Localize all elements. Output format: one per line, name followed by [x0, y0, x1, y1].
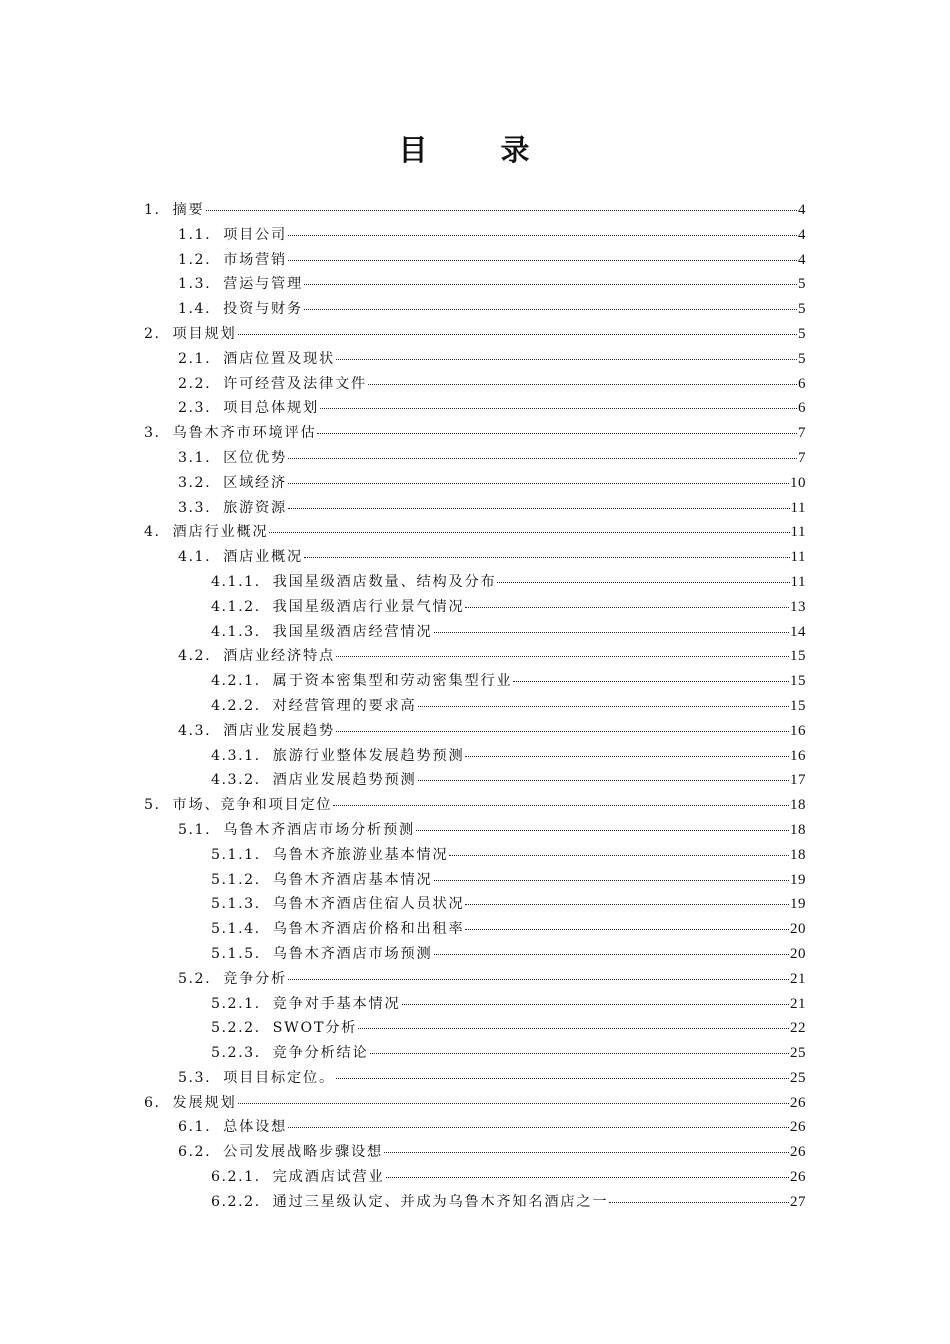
dot-leader [288, 1126, 789, 1128]
toc-entry-page-number: 20 [790, 921, 806, 938]
toc-entry-title: 乌鲁木齐酒店价格和出租率 [272, 921, 465, 938]
toc-entry-number: 6.2.2. [211, 1193, 261, 1210]
toc-entry-number: 2. [144, 325, 161, 342]
toc-entry-title: 市场营销 [223, 251, 288, 268]
dot-leader [358, 1027, 789, 1029]
toc-entry-number: 2.1. [178, 350, 212, 367]
dot-leader [269, 531, 789, 533]
toc-entry-page-number: 11 [790, 499, 806, 516]
toc-entry[interactable] [0, 1066, 950, 1091]
toc-entry-page-number: 17 [790, 772, 806, 789]
toc-entry[interactable] [0, 347, 950, 372]
toc-entry-title: 投资与财务 [223, 301, 304, 318]
toc-entry-title: 摘要 [172, 202, 205, 218]
toc-entry-page-number: 4 [798, 226, 806, 243]
toc-entry-page-number: 26 [790, 1094, 806, 1111]
toc-entry-number: 5.3. [178, 1069, 212, 1086]
toc-entry-number: 5.1.5. [211, 945, 261, 962]
toc-entry-number: 4.3.1. [211, 747, 261, 764]
toc-entry-number: 5.1.2. [211, 871, 261, 888]
toc-entry-title: 区位优势 [223, 449, 288, 466]
toc-entry[interactable] [0, 992, 950, 1017]
toc-entry-number: 4.1.3. [211, 623, 261, 640]
toc-entry-title: 对经营管理的要求高 [272, 697, 417, 714]
toc-entry-number: 4.3. [178, 722, 212, 739]
dot-leader [434, 953, 790, 955]
dot-leader [336, 1077, 789, 1079]
toc-entry[interactable] [0, 520, 950, 545]
dot-leader [304, 308, 797, 310]
toc-entry-page-number: 14 [790, 623, 806, 640]
dot-leader [238, 333, 798, 335]
toc-entry-page-number: 16 [790, 722, 806, 739]
toc-entry[interactable] [0, 620, 950, 645]
toc-entry[interactable] [0, 768, 950, 793]
toc-entry[interactable] [0, 669, 950, 694]
toc-entry-title: 总体设想 [223, 1119, 288, 1136]
toc-entry[interactable] [0, 818, 950, 843]
toc-entry-title: 项目公司 [223, 226, 288, 243]
toc-entry[interactable] [0, 446, 950, 471]
dot-leader [288, 259, 797, 261]
toc-entry-title: 发展规划 [172, 1094, 237, 1111]
dot-leader [609, 1201, 789, 1203]
toc-entry[interactable] [0, 297, 950, 322]
toc-entry-page-number: 26 [790, 1169, 806, 1186]
toc-entry-page-number: 10 [790, 474, 806, 491]
toc-entry-number: 6. [144, 1094, 161, 1111]
toc-entry[interactable] [0, 198, 950, 223]
toc-entry[interactable] [0, 396, 950, 421]
toc-entry-number: 5.1. [178, 821, 212, 838]
toc-entry[interactable] [0, 1140, 950, 1165]
toc-entry-title: 竞争分析 [223, 970, 288, 987]
dot-leader [304, 283, 797, 285]
toc-entry-title: 我国星级酒店经营情况 [272, 623, 433, 640]
toc-entry-title: 许可经营及法律文件 [223, 375, 367, 392]
toc-entry[interactable] [0, 719, 950, 744]
dot-leader [288, 234, 797, 236]
toc-entry[interactable] [0, 1091, 950, 1116]
toc-entry-page-number: 6 [798, 375, 806, 392]
toc-entry-number: 4.1. [178, 549, 212, 566]
toc-entry-page-number: 6 [798, 400, 806, 417]
toc-entry-title: 酒店位置及现状 [223, 350, 335, 367]
toc-entry-page-number: 11 [790, 573, 806, 590]
dot-leader [304, 556, 790, 558]
toc-entry-title: 完成酒店试营业 [272, 1169, 385, 1186]
toc-entry-title: 区域经济 [223, 474, 288, 491]
dot-leader [336, 730, 789, 732]
dot-leader [336, 358, 797, 360]
toc-entry[interactable] [0, 694, 950, 719]
dot-leader [386, 1176, 789, 1178]
toc-entry-number: 1.2. [178, 251, 212, 268]
dot-leader [320, 407, 797, 409]
toc-entry-page-number: 18 [790, 846, 806, 863]
toc-entry-page-number: 21 [790, 995, 806, 1012]
toc-entry-page-number: 5 [798, 350, 806, 367]
toc-entry-title: 酒店业发展趋势预测 [272, 772, 417, 789]
toc-entry-page-number: 26 [790, 1144, 806, 1161]
toc-entry-title: 酒店业发展趋势 [223, 722, 335, 739]
toc-entry-page-number: 11 [790, 524, 806, 541]
dot-leader [370, 1052, 789, 1054]
toc-entry-number: 5.2. [178, 970, 212, 987]
dot-leader [288, 482, 789, 484]
toc-entry[interactable] [0, 942, 950, 967]
toc-entry-page-number: 19 [790, 896, 806, 913]
toc-entry-title: 乌鲁木齐市环境评估 [172, 425, 317, 442]
toc-entry[interactable] [0, 793, 950, 818]
toc-entry-title: 属于资本密集型和劳动密集型行业 [272, 673, 513, 690]
dot-leader [288, 457, 797, 459]
toc-entry-number: 6.1. [178, 1119, 212, 1136]
toc-entry[interactable] [0, 868, 950, 893]
toc-entry[interactable] [0, 248, 950, 273]
toc-entry-number: 1.4. [178, 301, 212, 318]
table-of-contents [0, 198, 950, 1215]
toc-entry-title: 项目目标定位。 [223, 1069, 335, 1086]
dot-leader [434, 631, 790, 633]
toc-entry-number: 3.2. [178, 474, 212, 491]
toc-entry-number: 6.2.1. [211, 1169, 261, 1186]
toc-entry-number: 3.3. [178, 499, 212, 516]
dot-leader [513, 680, 789, 682]
toc-entry-number: 5.1.4. [211, 921, 261, 938]
toc-entry-page-number: 7 [798, 425, 806, 442]
dot-leader [449, 854, 789, 856]
toc-entry-number: 5.2.1. [211, 995, 261, 1012]
toc-entry-number: 5.2.3. [211, 1045, 261, 1062]
toc-entry-page-number: 21 [790, 970, 806, 987]
dot-leader [238, 1102, 790, 1104]
dot-leader [416, 829, 789, 831]
toc-entry-page-number: 15 [790, 648, 806, 665]
toc-entry-page-number: 5 [798, 276, 806, 293]
toc-entry-title: 项目规划 [172, 325, 237, 342]
toc-entry-page-number: 5 [798, 301, 806, 318]
toc-entry[interactable] [0, 421, 950, 446]
dot-leader [465, 755, 789, 757]
toc-entry-number: 3.1. [178, 449, 212, 466]
toc-entry[interactable] [0, 917, 950, 942]
toc-entry-page-number: 11 [790, 549, 806, 566]
toc-entry[interactable] [0, 744, 950, 769]
toc-entry-page-number: 7 [798, 449, 806, 466]
toc-entry-title: 市场、竞争和项目定位 [172, 797, 333, 814]
toc-entry[interactable] [0, 892, 950, 917]
toc-entry-page-number: 4 [798, 251, 806, 268]
toc-entry-page-number: 20 [790, 945, 806, 962]
toc-entry[interactable] [0, 1165, 950, 1190]
toc-entry-number: 4.3.2. [211, 772, 261, 789]
toc-entry-number: 1. [144, 202, 161, 218]
toc-entry-title: 乌鲁木齐酒店市场分析预测 [223, 821, 415, 838]
dot-leader [402, 1003, 789, 1005]
toc-entry[interactable] [0, 322, 950, 347]
toc-entry-number: 2.3. [178, 400, 212, 417]
toc-entry-title: 我国星级酒店数量、结构及分布 [272, 573, 497, 590]
dot-leader [288, 978, 789, 980]
toc-entry-number: 5.2.2. [211, 1020, 261, 1037]
toc-entry-page-number: 26 [790, 1119, 806, 1136]
toc-entry-page-number: 4 [798, 202, 806, 218]
toc-entry-number: 6.2. [178, 1144, 212, 1161]
toc-entry-page-number: 27 [790, 1193, 806, 1210]
toc-entry[interactable] [0, 471, 950, 496]
toc-entry-page-number: 5 [798, 325, 806, 342]
dot-leader [465, 928, 789, 930]
dot-leader [288, 507, 790, 509]
toc-entry-title: 我国星级酒店行业景气情况 [272, 598, 465, 615]
toc-entry[interactable] [0, 595, 950, 620]
toc-entry-page-number: 22 [790, 1020, 806, 1037]
toc-entry-page-number: 25 [790, 1069, 806, 1086]
toc-entry-title: 酒店行业概况 [172, 524, 269, 541]
toc-entry-number: 4.1.2. [211, 598, 261, 615]
dot-leader [336, 655, 789, 657]
toc-entry-title: 乌鲁木齐旅游业基本情况 [272, 846, 449, 863]
toc-entry-number: 3. [144, 425, 161, 442]
toc-entry[interactable] [0, 843, 950, 868]
toc-entry-number: 5. [144, 797, 161, 814]
toc-entry[interactable] [0, 1041, 950, 1066]
toc-entry-number: 4. [144, 524, 161, 541]
toc-entry-page-number: 13 [790, 598, 806, 615]
toc-entry-number: 1.3. [178, 276, 212, 293]
toc-entry-page-number: 18 [790, 797, 806, 814]
dot-leader [434, 879, 790, 881]
toc-entry-number: 4.2.2. [211, 697, 261, 714]
toc-entry-title: 旅游行业整体发展趋势预测 [272, 747, 465, 764]
toc-entry[interactable] [0, 272, 950, 297]
toc-entry-page-number: 18 [790, 821, 806, 838]
toc-entry-number: 2.2. [178, 375, 212, 392]
toc-entry-number: 5.1.1. [211, 846, 261, 863]
dot-leader [497, 581, 789, 583]
toc-entry-page-number: 15 [790, 673, 806, 690]
toc-entry-title: 项目总体规划 [223, 400, 320, 417]
toc-entry[interactable] [0, 545, 950, 570]
toc-entry-title: 酒店业概况 [223, 549, 304, 566]
toc-entry-title: 营运与管理 [223, 276, 304, 293]
toc-entry[interactable] [0, 223, 950, 248]
toc-entry[interactable] [0, 1115, 950, 1140]
toc-entry-title: 乌鲁木齐酒店市场预测 [272, 945, 433, 962]
toc-entry-number: 4.2. [178, 648, 212, 665]
toc-entry-title: 乌鲁木齐酒店基本情况 [272, 871, 433, 888]
toc-entry-title: 竞争分析结论 [272, 1045, 369, 1062]
toc-entry-page-number: 16 [790, 747, 806, 764]
toc-entry[interactable] [0, 1190, 950, 1215]
toc-entry-number: 5.1.3. [211, 896, 261, 913]
dot-leader [418, 705, 790, 707]
toc-entry-number: 4.1.1. [211, 573, 261, 590]
toc-entry[interactable] [0, 967, 950, 992]
dot-leader [384, 1151, 789, 1153]
dot-leader [465, 903, 789, 905]
toc-entry-title: 旅游资源 [223, 499, 288, 516]
toc-entry-title: 通过三星级认定、并成为乌鲁木齐知名酒店之一 [272, 1193, 609, 1210]
toc-entry-title: 公司发展战略步骤设想 [223, 1144, 383, 1161]
toc-entry-number: 4.2.1. [211, 673, 261, 690]
toc-entry-page-number: 25 [790, 1045, 806, 1062]
dot-leader [465, 606, 789, 608]
dot-leader [333, 804, 789, 806]
toc-entry[interactable] [0, 1016, 950, 1041]
page-title: 目 录 [398, 133, 552, 167]
toc-entry[interactable] [0, 496, 950, 521]
toc-entry-title: 酒店业经济特点 [223, 648, 335, 665]
toc-entry[interactable] [0, 644, 950, 669]
dot-leader [368, 383, 797, 385]
toc-entry-title: 竞争对手基本情况 [272, 995, 401, 1012]
dot-leader [317, 432, 797, 434]
toc-entry-page-number: 19 [790, 871, 806, 888]
dot-leader [418, 779, 790, 781]
dot-leader [206, 209, 797, 211]
toc-entry[interactable] [0, 570, 950, 595]
toc-entry-number: 1.1. [178, 226, 212, 243]
toc-entry-page-number: 15 [790, 697, 806, 714]
toc-entry[interactable] [0, 372, 950, 397]
toc-entry-title: SWOT分析 [272, 1020, 358, 1037]
toc-entry-title: 乌鲁木齐酒店住宿人员状况 [272, 896, 465, 913]
